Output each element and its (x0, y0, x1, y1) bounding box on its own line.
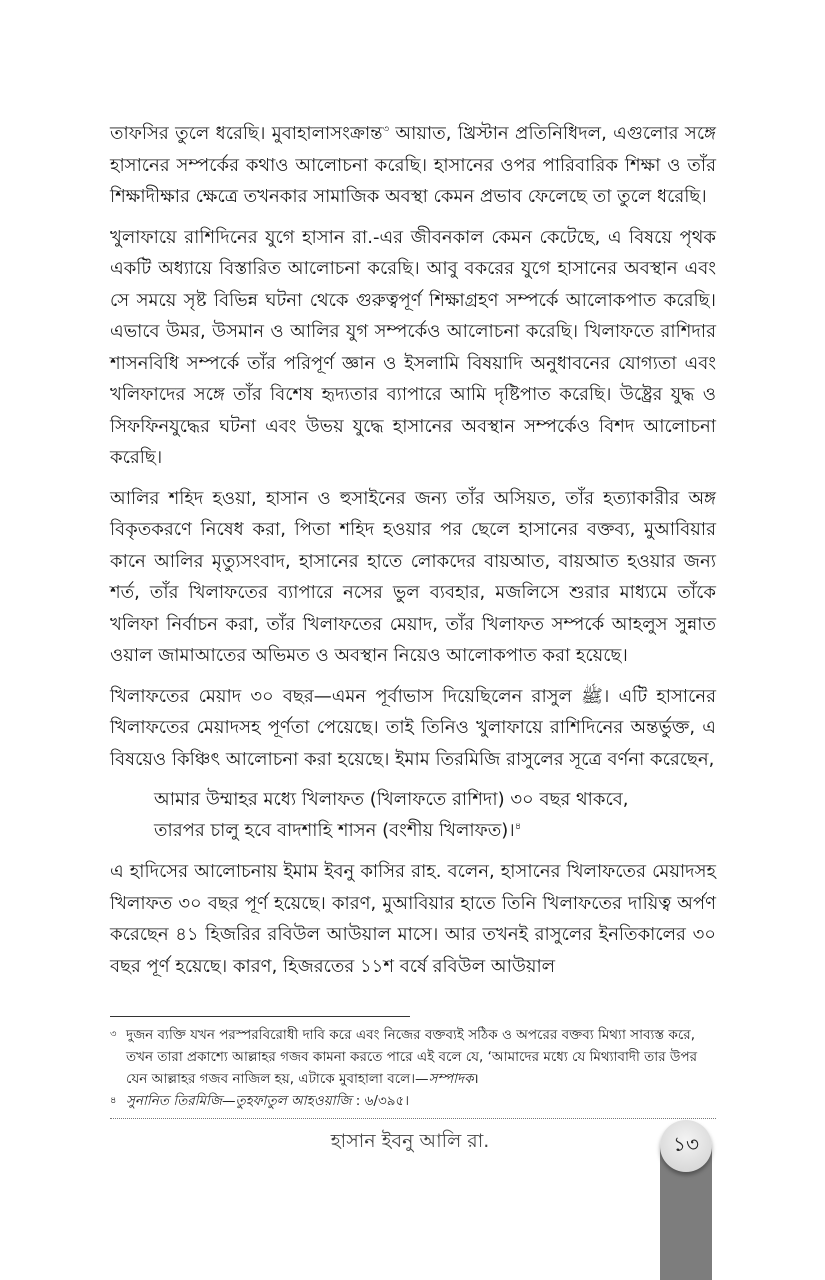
paragraph (110, 118, 716, 213)
footnote-tail: : ৬/৩৯৫। (351, 1093, 410, 1109)
footnote-text (126, 1090, 716, 1112)
page-number: ১৩ (660, 1120, 712, 1172)
paragraph: খুলাফায়ে রাশিদিনের যুগে হাসান রা.-এর জীবনকাল কেমন কেটেছে, এ বিষয়ে পৃথক একটি অধ্যায়ে বিস্তারিত আলোচনা করেছি। আবু বকরের যুগে হাসানের অবস্থান এবং সে সময়ে সৃষ্ট বিভিন্ন ঘটনা থেকে গুরুত্বপূর্ণ শিক্ষাগ্রহণ সম্পর্কে আলোকপাত করেছি। এভাবে উমর, উসমান ও আলির যুগ সম্পর্কেও আলোচনা করেছি। খিলাফতে রাশিদার শাসনবিধি সম্পর্কে তাঁর পরিপূর্ণ জ্ঞান ও ইসলামি বিষয়াদি অনুধাবনের যোগ্যতা এবং খলিফাদের সঙ্গে তাঁর বিশেষ হৃদ্যতার ব্যাপারে আমি দৃষ্টিপাত করেছি। উষ্ট্রের যুদ্ধ ও সিফফিনযুদ্ধের ঘটনা এবং উভয় যুদ্ধে হাসানের অবস্থান সম্পর্কেও বিশদ আলোচনা করেছি। (110, 226, 716, 468)
footnote-divider (110, 1016, 410, 1017)
quote-line: আমার উম্মাহর মধ্যে খিলাফত (খিলাফতে রাশিদা) ৩০ বছর থাকবে, (154, 789, 629, 810)
footnote (110, 1090, 716, 1112)
footnote (110, 1024, 716, 1090)
running-title: হাসান ইবনু আলি রা. (330, 1130, 490, 1152)
main-text (110, 118, 716, 991)
footnote-body: দুজন ব্যক্তি যখন পরস্পরবিরোধী দাবি করে এবং নিজের বক্তব্যই সঠিক ও অপরের বক্তব্য মিথ্যা সাব্যস্ত করে, তখন তারা প্রকাশ্যে আল্লাহর গজব কামনা করতে পারে এই বলে যে, ‘আমাদের মধ্যে যে মিথ্যাবাদী তার উপর যেন আল্লাহর গজব নাজিল হয়, এটাকে মুবাহালা বলে।— (126, 1027, 698, 1087)
footnote-text (126, 1024, 716, 1090)
paragraph: আলির শহিদ হওয়া, হাসান ও হুসাইনের জন্য তাঁর অসিয়ত, তাঁর হত্যাকারীর অঙ্গ বিকৃতকরণে নিষেধ করা, পিতা শহিদ হওয়ার পর ছেলে হাসানের বক্তব্য, মুআবিয়ার কানে আলির মৃত্যুসংবাদ, হাসানের হাতে লোকদের বায়আত, বায়আত হওয়ার জন্য শর্ত, তাঁর খিলাফতের ব্যাপারে নসের ভুল ব্যবহার, মজলিসে শুরার মাধ্যমে তাঁকে খলিফা নির্বাচন করা, তাঁর খিলাফতের মেয়াদ, তাঁর খিলাফত সম্পর্কে আহলুস সুন্নাত ওয়াল জামাআতের অভিমত ও অবস্থান নিয়েও আলোকপাত করা হয়েছে। (110, 487, 716, 666)
paragraph-text: আয়াত, খ্রিস্টান প্রতিনিধিদল, এগুলোর সঙ্গে হাসানের সম্পর্কের কথাও আলোচনা করেছি। হাসানের ওপর পারিবারিক শিক্ষা ও তাঁর শিক্ষাদীক্ষার ক্ষেত্রে তখনকার সামাজিক অবস্থা কেমন প্রভাব ফেলেছে তা তুলে ধরেছি। (110, 123, 716, 207)
quote-line-text: তারপর চালু হবে বাদশাহি শাসন (বংশীয় খিলাফত)। (154, 820, 515, 841)
footnote-italic: সুনানিত তিরমিজি—তুহফাতুল আহওয়াজি (126, 1093, 352, 1109)
footnote-ref: ৩ (382, 124, 390, 135)
footnote-mark: ৪ (110, 1095, 117, 1106)
paragraph-text: তাফসির তুলে ধরেছি। মুবাহালাসংক্রান্ত (110, 123, 383, 144)
footnote-mark: ৩ (110, 1029, 117, 1040)
footnote-tail: । (473, 1071, 479, 1087)
footnote-italic: সম্পাদক (428, 1071, 474, 1087)
footnotes (110, 1024, 716, 1112)
quote-line (154, 815, 716, 846)
hadith-quote (154, 784, 716, 846)
footnote-ref: ৪ (514, 821, 522, 832)
paragraph: খিলাফতের মেয়াদ ৩০ বছর—এমন পূর্বাভাস দিয়েছিলেন রাসুল ﷺ। এটি হাসানের খিলাফতের মেয়াদসহ পূর্ণতা পেয়েছে। তাই তিনিও খুলাফায়ে রাশিদিনের অন্তর্ভুক্ত, এ বিষয়েও কিঞ্চিৎ আলোচনা করা হয়েছে। ইমাম তিরমিজি রাসুলের সূত্রে বর্ণনা করেছেন, (110, 685, 717, 770)
footer-divider (110, 1118, 716, 1119)
paragraph: এ হাদিসের আলোচনায় ইমাম ইবনু কাসির রাহ. বলেন, হাসানের খিলাফতের মেয়াদসহ খিলাফত ৩০ বছর পূর্ণ হয়েছে। কারণ, মুআবিয়ার হাতে তিনি খিলাফতের দায়িত্ব অর্পণ করেছেন ৪১ হিজরির রবিউল আউয়াল মাসে। আর তখনই রাসুলের ইনতিকালের ৩০ বছর পূর্ণ হয়েছে। কারণ, হিজরতের ১১শ বর্ষে রবিউল আউয়াল (110, 861, 716, 977)
